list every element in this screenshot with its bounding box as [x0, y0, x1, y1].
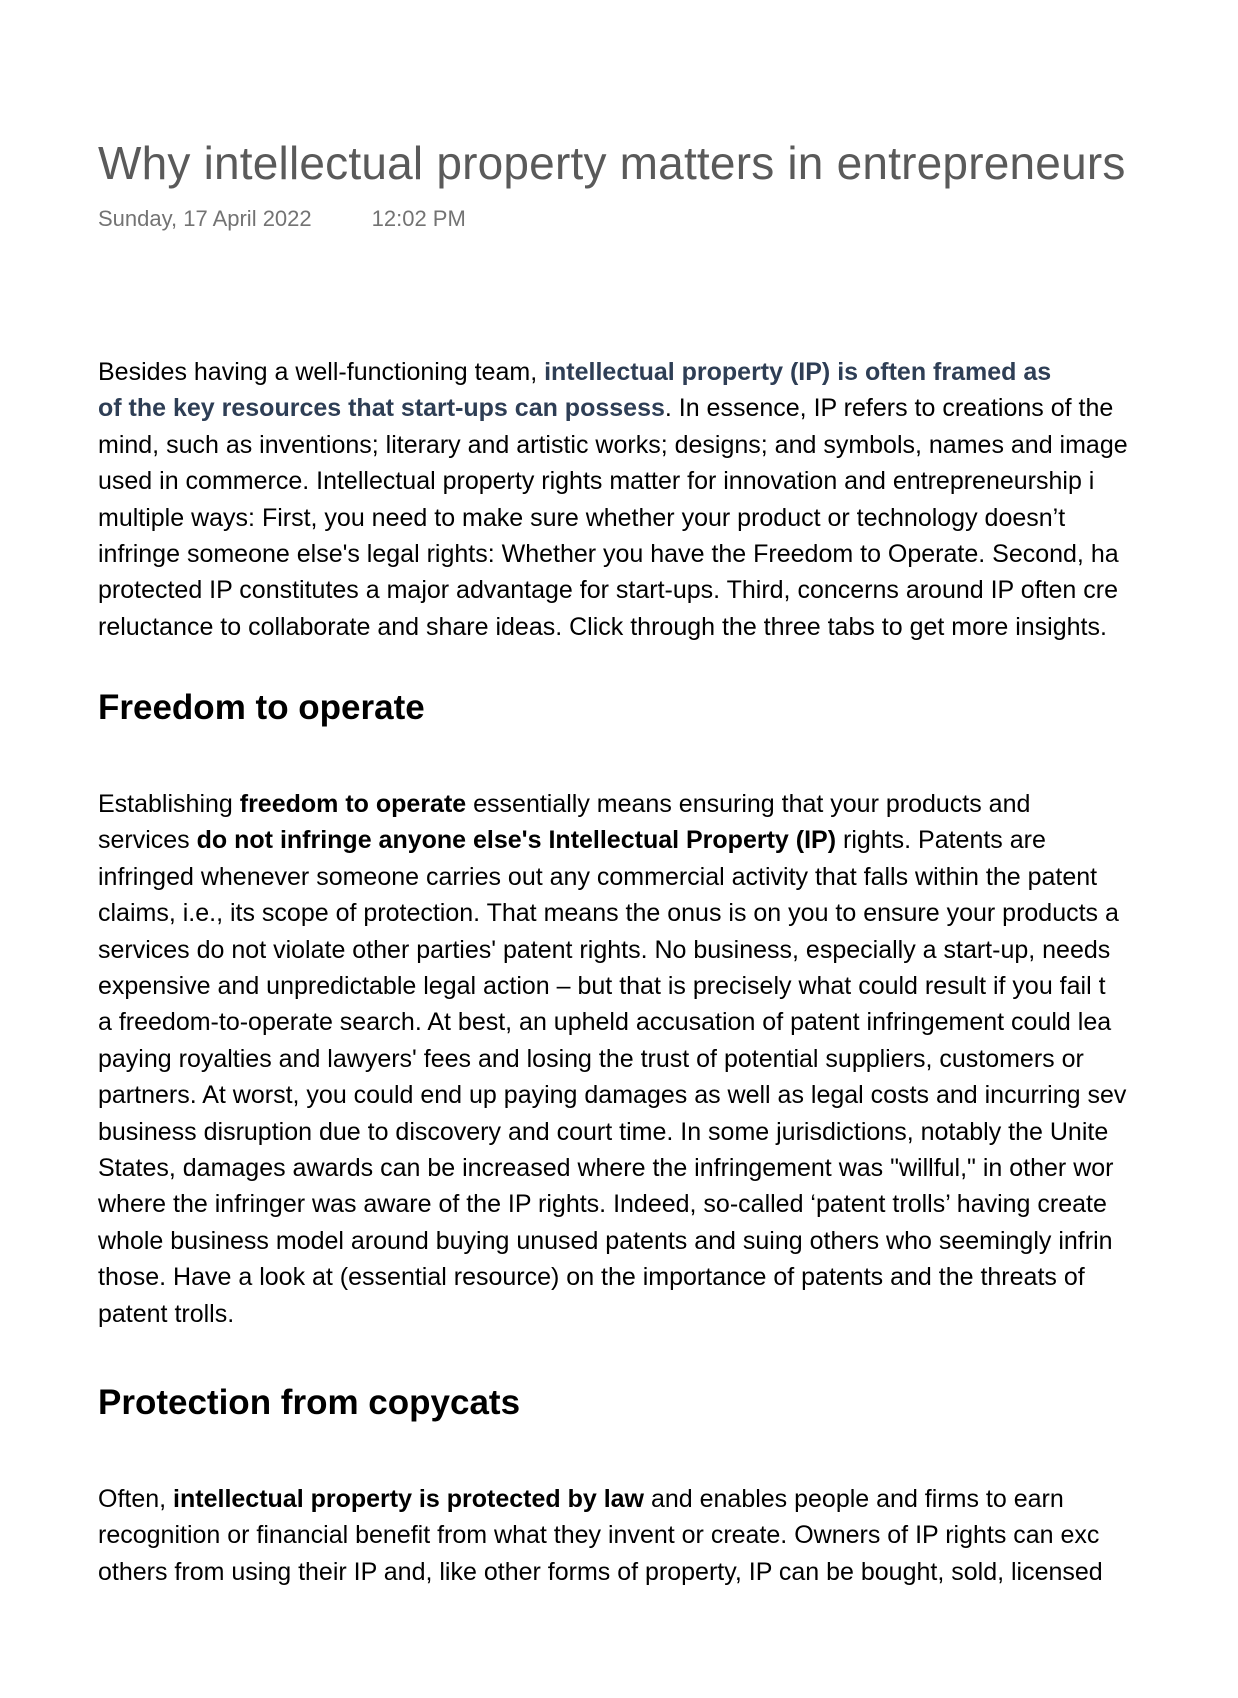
- freedom-line-11: States, damages awards can be increased where the infringement was "willful," in other wor: [98, 1154, 1114, 1183]
- copycats-paragraph: [98, 1481, 1218, 1590]
- note-date: Sunday, 17 April 2022: [98, 206, 312, 231]
- freedom-line-10: business disruption due to discovery and court time. In some jurisdictions, notably the Unite: [98, 1117, 1109, 1146]
- freedom-line-4: claims, i.e., its scope of protection. That means the onus is on you to ensure your products a: [98, 899, 1119, 928]
- intro-line-7: protected IP constitutes a major advantage for start-ups. Third, concerns around IP often cre: [98, 576, 1119, 605]
- intro-paragraph: [98, 354, 1218, 645]
- freedom-line-12: where the infringer was aware of the IP rights. Indeed, so-called ‘patent trolls’ having create: [98, 1190, 1107, 1219]
- freedom-paragraph: [98, 786, 1218, 1332]
- freedom-line-9: partners. At worst, you could end up paying damages as well as legal costs and incurring sev: [98, 1081, 1127, 1110]
- intro-line-8: reluctance to collaborate and share ideas. Click through the three tabs to get more insights.: [98, 612, 1107, 641]
- intro-line-4: used in commerce. Intellectual property rights matter for innovation and entrepreneurship i: [98, 467, 1095, 496]
- freedom-line-5: services do not violate other parties' patent rights. No business, especially a start-up, needs: [98, 935, 1111, 964]
- copycats-line-2: recognition or financial benefit from what they invent or create. Owners of IP rights can exc: [98, 1521, 1100, 1550]
- freedom-line-13: whole business model around buying unused patents and suing others who seemingly infrin: [98, 1226, 1113, 1255]
- freedom-line-2: services do not infringe anyone else's Intellectual Property (IP) rights. Patents are: [98, 826, 1046, 855]
- heading-protection-from-copycats: Protection from copycats: [98, 1383, 521, 1422]
- page-title: Why intellectual property matters in entrepreneurs: [98, 137, 1126, 189]
- copycats-line-1: Often, intellectual property is protected by law and enables people and firms to earn: [98, 1485, 1064, 1513]
- intro-line-5: multiple ways: First, you need to make sure whether your product or technology doesn’t: [98, 503, 1066, 532]
- freedom-line-14: those. Have a look at (essential resource) on the importance of patents and the threats of: [98, 1263, 1085, 1292]
- freedom-line-7: a freedom-to-operate search. At best, an upheld accusation of patent infringement could lea: [98, 1008, 1112, 1037]
- note-time: 12:02 PM: [371, 206, 466, 231]
- intro-line-3: mind, such as inventions; literary and artistic works; designs; and symbols, names and image: [98, 430, 1128, 459]
- intro-line-2: of the key resources that start-ups can possess. In essence, IP refers to creations of the: [98, 394, 1114, 423]
- note-datetime: [98, 206, 466, 232]
- freedom-line-15: patent trolls.: [98, 1299, 235, 1328]
- copycats-line-3: others from using their IP and, like other forms of property, IP can be bought, sold, licensed: [98, 1557, 1103, 1586]
- note-page: [98, 0, 1238, 1586]
- freedom-line-3: infringed whenever someone carries out any commercial activity that falls within the patent: [98, 862, 1098, 891]
- freedom-line-1: Establishing freedom to operate essentially means ensuring that your products and: [98, 790, 1031, 818]
- freedom-line-8: paying royalties and lawyers' fees and losing the trust of potential suppliers, customers or: [98, 1044, 1084, 1073]
- heading-freedom-to-operate: Freedom to operate: [98, 688, 425, 727]
- freedom-line-6: expensive and unpredictable legal action – but that is precisely what could result if you fail t: [98, 972, 1106, 1001]
- intro-line-6: infringe someone else's legal rights: Whether you have the Freedom to Operate. Second, ha: [98, 540, 1119, 569]
- intro-line-1: Besides having a well-functioning team, intellectual property (IP) is often framed as: [98, 358, 1052, 386]
